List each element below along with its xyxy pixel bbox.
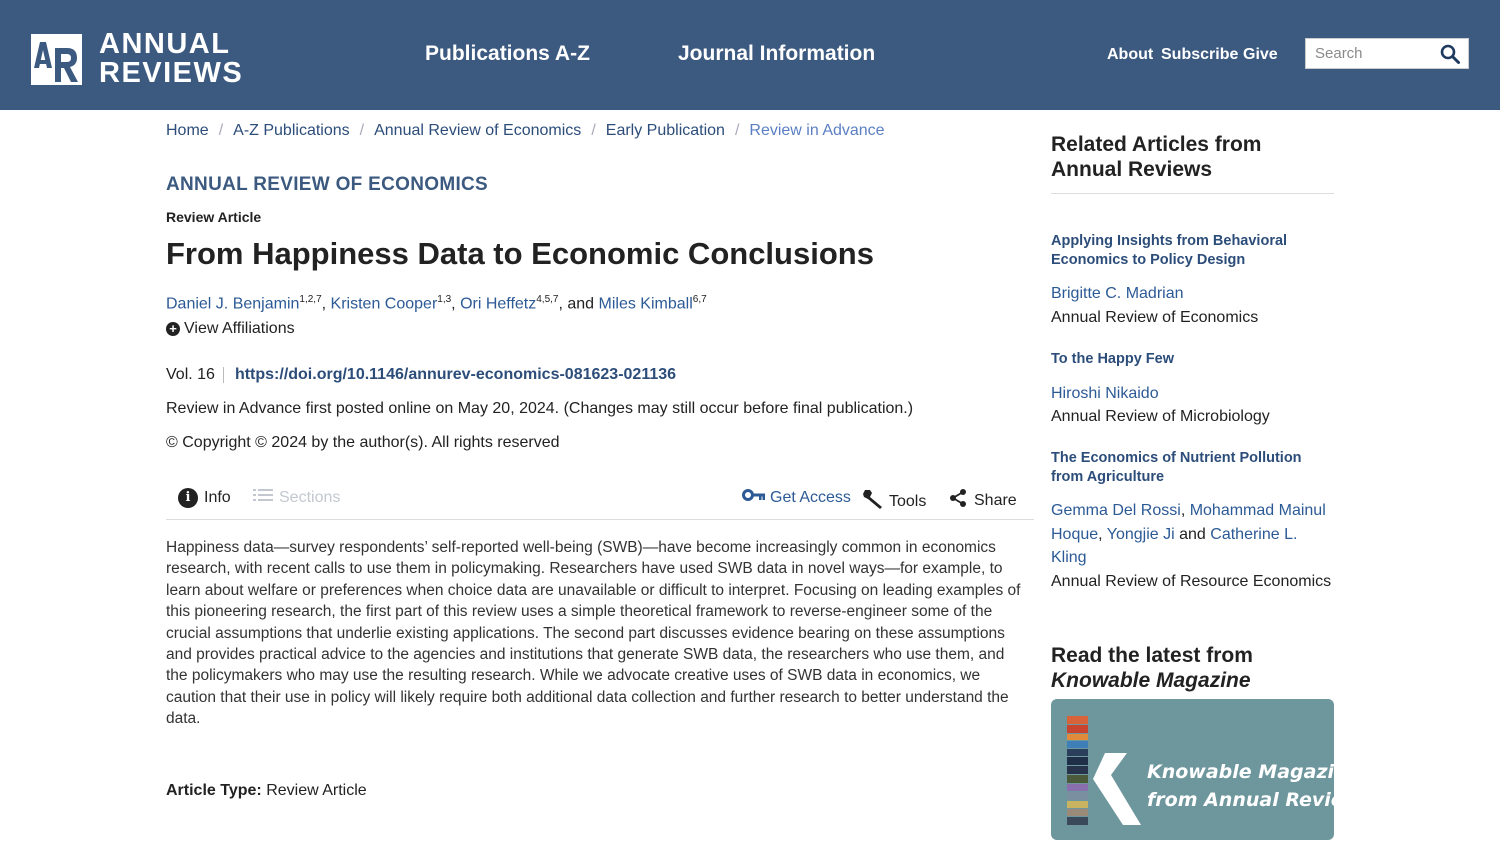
article-tab-bar (166, 478, 1034, 520)
knowable-heading-line2: Knowable Magazine (1051, 669, 1251, 692)
nav-publications-az[interactable]: Publications A-Z (425, 42, 590, 65)
list-icon (253, 488, 273, 507)
divider (1051, 193, 1334, 194)
knowable-heading (1051, 643, 1253, 693)
ar-logo-icon (31, 34, 82, 85)
author-separator: , and (558, 295, 599, 313)
related-article-title-link[interactable]: Applying Insights from Behavioral Economics to Policy Design (1051, 233, 1288, 268)
author-separator: , (321, 295, 331, 313)
related-author-link[interactable]: Mohammad Mainul Hoque (1051, 502, 1326, 543)
author-link[interactable]: Daniel J. Benjamin (166, 295, 300, 313)
author-separator: , (451, 295, 461, 313)
article-type-label: Article Type: (166, 782, 262, 799)
article-category-label: Review Article (166, 209, 262, 225)
author-link[interactable]: Miles Kimball (598, 295, 693, 313)
volume-doi-line (166, 366, 676, 384)
volume-number: Vol. 16 (166, 366, 215, 383)
tools-label: Tools (889, 492, 927, 510)
article-type (166, 782, 367, 800)
related-article-item (1051, 449, 1334, 593)
tab-info-label: Info (204, 489, 231, 506)
key-icon (742, 488, 766, 507)
related-article-title-link[interactable]: To the Happy Few (1051, 351, 1174, 367)
search-input[interactable] (1306, 39, 1434, 68)
share-icon (948, 488, 968, 513)
logo-line-1: ANNUAL (99, 28, 231, 60)
related-article-item (1051, 232, 1334, 329)
tab-sections[interactable] (253, 488, 340, 507)
breadcrumb-separator: / (591, 122, 596, 139)
author-list (166, 294, 707, 313)
view-affiliations-label: View Affiliations (184, 320, 295, 337)
knowable-magazine-banner[interactable] (1051, 699, 1373, 840)
article-type-value: Review Article (266, 782, 367, 799)
breadcrumb (166, 122, 885, 140)
knowable-heading-line1: Read the latest from (1051, 644, 1253, 667)
get-access-label: Get Access (770, 488, 851, 506)
wrench-icon (862, 488, 884, 515)
author-separator: , (1180, 502, 1190, 519)
related-article-title-link[interactable]: The Economics of Nutrient Pollution from Agriculture (1051, 450, 1302, 485)
view-affiliations-toggle[interactable] (166, 320, 295, 338)
author-link[interactable]: Kristen Cooper (330, 295, 438, 313)
related-article-authors (1051, 282, 1334, 306)
author-affiliation-sup: 1,3 (437, 294, 452, 305)
author-affiliation-sup: 1,2,7 (299, 294, 322, 305)
copyright-notice: © Copyright © 2024 by the author(s). All rights reserved (166, 434, 560, 451)
doi-link[interactable]: https://doi.org/10.1146/annurev-economics-081623-021136 (234, 366, 677, 383)
related-article-item (1051, 350, 1334, 429)
knowable-card-text (1147, 758, 1373, 814)
tab-sections-label: Sections (279, 488, 341, 506)
nav-subscribe[interactable]: Subscribe (1161, 46, 1239, 63)
related-author-link[interactable]: Yongjie Ji (1106, 525, 1175, 543)
nav-about[interactable]: About (1107, 46, 1154, 63)
related-article-authors (1051, 382, 1334, 406)
author-affiliation-sup: 4,5,7 (536, 294, 559, 305)
site-header (0, 0, 1500, 110)
posted-date: Review in Advance first posted online on May 20, 2024. (Changes may still occur before final publication.) (166, 400, 914, 417)
author-link[interactable]: Ori Heffetz (460, 295, 537, 313)
logo-wordmark (99, 30, 243, 88)
article-title: From Happiness Data to Economic Conclusions (166, 236, 874, 271)
breadcrumb-separator: / (359, 122, 365, 139)
search-icon[interactable] (1440, 44, 1460, 64)
related-article-journal: Annual Review of Economics (1051, 308, 1259, 326)
related-author-link[interactable]: Brigitte C. Madrian (1051, 285, 1184, 302)
related-article-journal: Annual Review of Microbiology (1051, 408, 1270, 425)
author-separator: and (1174, 525, 1211, 543)
search-box (1305, 38, 1469, 69)
breadcrumb-separator: / (734, 122, 740, 139)
get-access-button[interactable] (742, 488, 851, 507)
related-author-link[interactable]: Gemma Del Rossi (1051, 502, 1181, 519)
breadcrumb-annual-review-economics[interactable]: Annual Review of Economics (374, 122, 582, 139)
article-abstract: Happiness data—survey respondents’ self-reported well-being (SWB)—have become increasingly common in economics research, with recent calls to use them in policymaking. Researchers have used SWB data in novel ways—for example, to learn about welfare or preferences when choice data are unavailable or difficult to interpret. Focusing on leading examples of this pioneering research, the first part of this review uses a simple theoretical framework to reverse-engineer some of the crucial assumptions that underlie existing applications. The second part discusses evidence bearing on these assumptions and provides practical advice to the agencies and institutions that generate SWB data, the researchers who use them, and the policymakers who may use the resulting research. While we advocate creative uses of SWB data in economics, we caution that their use in policy will likely require both additional data collection and further research to better understand the data. (166, 539, 1021, 728)
related-articles-heading: Related Articles from Annual Reviews (1051, 133, 1262, 181)
journal-name-link[interactable]: ANNUAL REVIEW OF ECONOMICS (166, 174, 489, 195)
knowable-card-line1: Knowable Magazine (1147, 761, 1361, 783)
info-icon: i (178, 488, 198, 508)
related-author-link[interactable]: Catherine L. Kling (1051, 525, 1298, 566)
logo-line-2: REVIEWS (99, 57, 244, 89)
breadcrumb-review-in-advance[interactable]: Review in Advance (749, 122, 885, 139)
tools-button[interactable] (862, 488, 926, 515)
author-separator: , (1098, 525, 1107, 543)
annual-reviews-logo[interactable] (31, 30, 243, 88)
author-affiliation-sup: 6,7 (692, 294, 707, 305)
related-article-authors (1051, 499, 1334, 570)
related-author-link[interactable]: Hiroshi Nikaido (1051, 384, 1159, 402)
divider (223, 367, 224, 383)
share-label: Share (974, 491, 1017, 509)
nav-journal-information[interactable]: Journal Information (678, 42, 876, 65)
plus-circle-icon: + (166, 322, 180, 336)
breadcrumb-az-publications[interactable]: A-Z Publications (233, 122, 350, 139)
related-article-journal: Annual Review of Resource Economics (1051, 572, 1332, 590)
tab-info[interactable] (178, 488, 231, 508)
nav-give[interactable]: Give (1243, 46, 1278, 63)
breadcrumb-separator: / (218, 122, 224, 139)
breadcrumb-home[interactable]: Home (166, 122, 209, 139)
share-button[interactable] (948, 488, 1017, 513)
knowable-card-line2: from Annual Reviews (1147, 789, 1373, 811)
breadcrumb-early-publication[interactable]: Early Publication (605, 122, 725, 139)
